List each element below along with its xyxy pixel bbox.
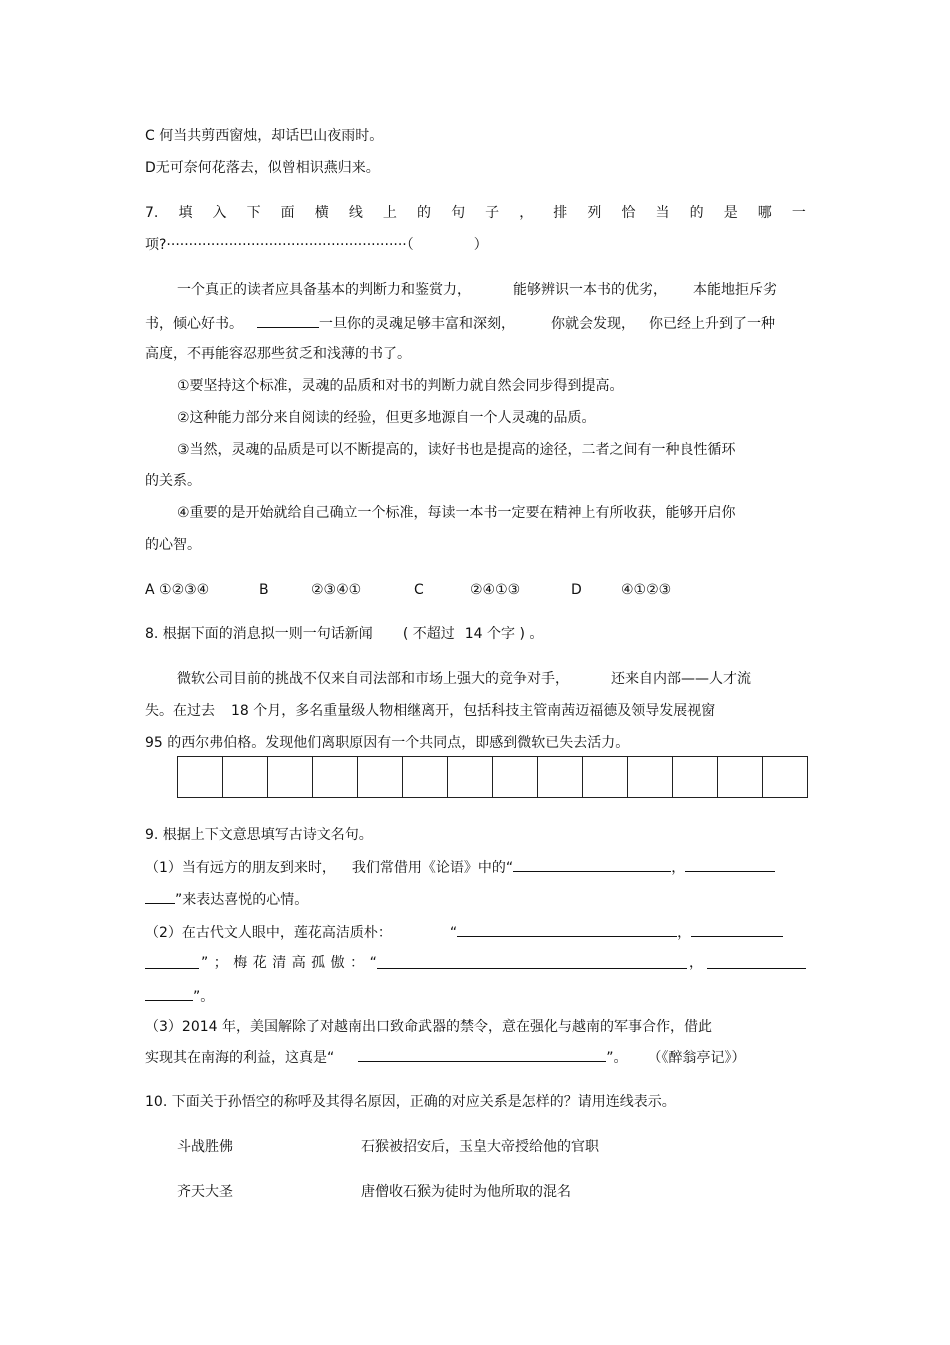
q7-stem-line2-text: 项?······················································（ [145, 237, 414, 253]
q6-option-c: C 何当共剪西窗烛，却话巴山夜雨时。 [145, 128, 384, 144]
answer-box[interactable] [448, 756, 493, 798]
q7-stem-line1 [145, 204, 806, 222]
q7-stem-char: 下 [246, 205, 261, 221]
q9-item2-open: “ [449, 925, 458, 941]
q6-option-d: D无可奈何花落去，似曾相识燕归来。 [145, 160, 380, 176]
q7-stem-char: ， [519, 205, 534, 221]
q8-passage-line1 [177, 670, 751, 688]
q9-item2-blank2[interactable] [691, 922, 783, 937]
q8-passage-line3: 95 的西尔弗伯格。发现他们离职原因有一个共同点，即感到微软已失去活力。 [145, 735, 630, 751]
q7-passage-line3: 高度，不再能容忍那些贫乏和浅薄的书了。 [145, 346, 411, 362]
q9-item1-line1 [145, 857, 775, 877]
answer-box[interactable] [358, 756, 403, 798]
q10-stem: 10. 下面关于孙悟空的称呼及其得名原因，正确的对应关系是怎样的？请用连线表示。 [145, 1094, 676, 1110]
answer-box[interactable] [718, 756, 763, 798]
q9-item2-char: ： [350, 955, 365, 971]
answer-box[interactable] [673, 756, 718, 798]
q7-passage-2b: 一旦你的灵魂足够丰富和深刻， [319, 316, 515, 332]
q7-passage-2d: 你已经上升到了一种 [649, 316, 775, 332]
q9-item2-comma2: ， [689, 955, 703, 971]
q8-passage-line2 [145, 702, 715, 720]
q7-sentence-3b: 的关系。 [145, 473, 201, 489]
q7-stem-char: 填 [178, 205, 193, 221]
q7-stem-char: 线 [348, 205, 363, 221]
q7-blank[interactable] [257, 313, 319, 328]
q7-option-c-letter: C [414, 582, 424, 598]
q7-stem-char: 列 [587, 205, 602, 221]
q7-stem-char: 是 [723, 205, 738, 221]
answer-box[interactable] [493, 756, 538, 798]
q7-stem-char: 上 [382, 205, 397, 221]
answer-box[interactable] [403, 756, 448, 798]
q8-answer-grid[interactable] [177, 756, 808, 798]
q7-stem-char: 7. [145, 205, 159, 221]
q8-passage-1b: 还来自内部——人才流 [611, 671, 751, 687]
q7-paren-close: ） [473, 237, 488, 253]
q9-item1-end: ”来表达喜悦的心情。 [175, 892, 309, 908]
q10-reason-1[interactable]: 石猴被招安后，玉皇大帝授给他的官职 [361, 1139, 599, 1155]
q9-item1-blank1[interactable] [513, 857, 671, 872]
q7-passage-line2 [145, 313, 775, 333]
q8-passage-2b: 18 个月，多名重量级人物相继离开，包括科技主管南茜迈福德及领导发展视窗 [231, 703, 716, 719]
answer-box[interactable] [583, 756, 628, 798]
q7-sentence-4a: ④重要的是开始就给自己确立一个标准，每读一本书一定要在精神上有所收获，能够开启你 [177, 505, 736, 521]
q7-sentence-2: ②这种能力部分来自阅读的经验，但更多地源自一个人灵魂的品质。 [177, 410, 596, 426]
q9-item3-line1: （3）2014 年，美国解除了对越南出口致命武器的禁令，意在强化与越南的军事合作，借此 [145, 1019, 712, 1035]
q7-stem-char: 的 [689, 205, 704, 221]
q7-sentence-3a: ③当然，灵魂的品质是可以不断提高的，读好书也是提高的途径，二者之间有一种良性循环 [177, 442, 736, 458]
answer-box[interactable] [763, 756, 808, 798]
q7-sentence-4b: 的心智。 [145, 537, 201, 553]
q9-item2-char: 清 [272, 955, 287, 971]
q8-stem-c: 14 个字 ) 。 [464, 626, 544, 642]
q9-item2-char: ； [213, 955, 228, 971]
q7-passage-line1 [177, 281, 777, 299]
q7-stem-char: 入 [212, 205, 227, 221]
q9-item3-c: ”。 [606, 1050, 628, 1066]
q9-item1-blank2-cont[interactable] [145, 889, 175, 904]
q9-item1-a: （1）当有远方的朋友到来时， [145, 860, 336, 876]
q9-item2-line1 [145, 922, 783, 942]
q9-item1-b: 我们常借用《论语》中的“ [351, 860, 514, 876]
q10-reason-2[interactable]: 唐僧收石猴为徒时为他所取的混名 [361, 1184, 571, 1200]
q10-name-1[interactable]: 斗战胜佛 [177, 1139, 233, 1155]
answer-box[interactable] [178, 756, 223, 798]
answer-box[interactable] [223, 756, 268, 798]
q9-item1-blank2[interactable] [685, 857, 775, 872]
answer-box[interactable] [313, 756, 358, 798]
q7-stem-line2 [145, 236, 488, 254]
q7-passage-1c: 本能地拒斥劣 [693, 282, 777, 298]
q8-stem [145, 625, 543, 643]
q9-item2-char: “ [369, 955, 377, 971]
q7-stem-char: 哪 [757, 205, 772, 221]
q9-item3-line2 [145, 1047, 746, 1067]
q7-stem-char: 子 [485, 205, 500, 221]
q8-stem-b: ( 不超过 [402, 626, 455, 642]
q9-item2-char: 梅 [233, 955, 248, 971]
answer-box[interactable] [268, 756, 313, 798]
q9-item2-blank3[interactable] [377, 954, 687, 969]
q7-option-b-value: ②③④① [311, 582, 362, 598]
q7-stem-char: 的 [416, 205, 431, 221]
q9-item3-source: （《醉翁亭记》） [647, 1050, 746, 1066]
q7-sentence-1: ①要坚持这个标准，灵魂的品质和对书的判断力就自然会同步得到提高。 [177, 378, 624, 394]
q9-item2-comma: ， [677, 925, 692, 941]
q7-passage-2c: 你就会发现， [551, 316, 635, 332]
q7-option-a: A ①②③④ [145, 582, 210, 598]
q7-stem-char: 恰 [621, 205, 636, 221]
q9-item2-line2-text [201, 954, 377, 972]
q7-option-b-letter: B [259, 582, 269, 598]
q9-item2-char: 傲 [330, 955, 345, 971]
q8-passage-1a: 微软公司目前的挑战不仅来自司法部和市场上强大的竞争对手， [177, 671, 569, 687]
q8-passage-2a: 失。在过去 [145, 703, 215, 719]
q9-stem: 9. 根据上下文意思填写古诗文名句。 [145, 827, 373, 843]
answer-box[interactable] [538, 756, 583, 798]
q9-item1-line2 [145, 889, 308, 909]
q9-item2-char: 孤 [311, 955, 326, 971]
q9-item2-end: ”。 [193, 989, 215, 1005]
q7-stem-char: 面 [280, 205, 295, 221]
q9-item1-comma: ， [671, 860, 686, 876]
q9-item2-char: 花 [252, 955, 267, 971]
q8-stem-a: 8. 根据下面的消息拟一则一句话新闻 [145, 626, 373, 642]
q7-stem-char: 句 [451, 205, 466, 221]
q9-item3-blank[interactable] [358, 1047, 606, 1062]
q7-stem-char: 排 [553, 205, 568, 221]
q9-item2-line3 [145, 986, 214, 1006]
q9-item3-b: 实现其在南海的利益，这真是“ [145, 1050, 335, 1066]
q7-stem-char: 当 [655, 205, 670, 221]
q7-passage-2a: 书，倾心好书。 [145, 316, 243, 332]
answer-box[interactable] [628, 756, 673, 798]
q7-passage-1b: 能够辨识一本书的优劣， [513, 282, 667, 298]
q9-item2-a: （2）在古代文人眼中，莲花高洁质朴： [145, 925, 392, 941]
q7-option-d-letter: D [571, 582, 582, 598]
q7-option-c-value: ②④①③ [470, 582, 521, 598]
q9-item2-blank4[interactable] [707, 954, 806, 969]
q9-item2-char: 高 [291, 955, 306, 971]
q7-stem-char: 一 [791, 205, 806, 221]
q7-option-d-value: ④①②③ [621, 582, 672, 598]
q10-name-2[interactable]: 齐天大圣 [177, 1184, 233, 1200]
q7-stem-char: 横 [314, 205, 329, 221]
q9-item2-blank2-cont[interactable] [145, 954, 199, 969]
q7-passage-1a: 一个真正的读者应具备基本的判断力和鉴赏力， [177, 282, 471, 298]
q9-item2-char: ” [201, 955, 209, 971]
q9-item2-blank1[interactable] [457, 922, 677, 937]
q9-item2-blank4-cont[interactable] [145, 986, 193, 1001]
